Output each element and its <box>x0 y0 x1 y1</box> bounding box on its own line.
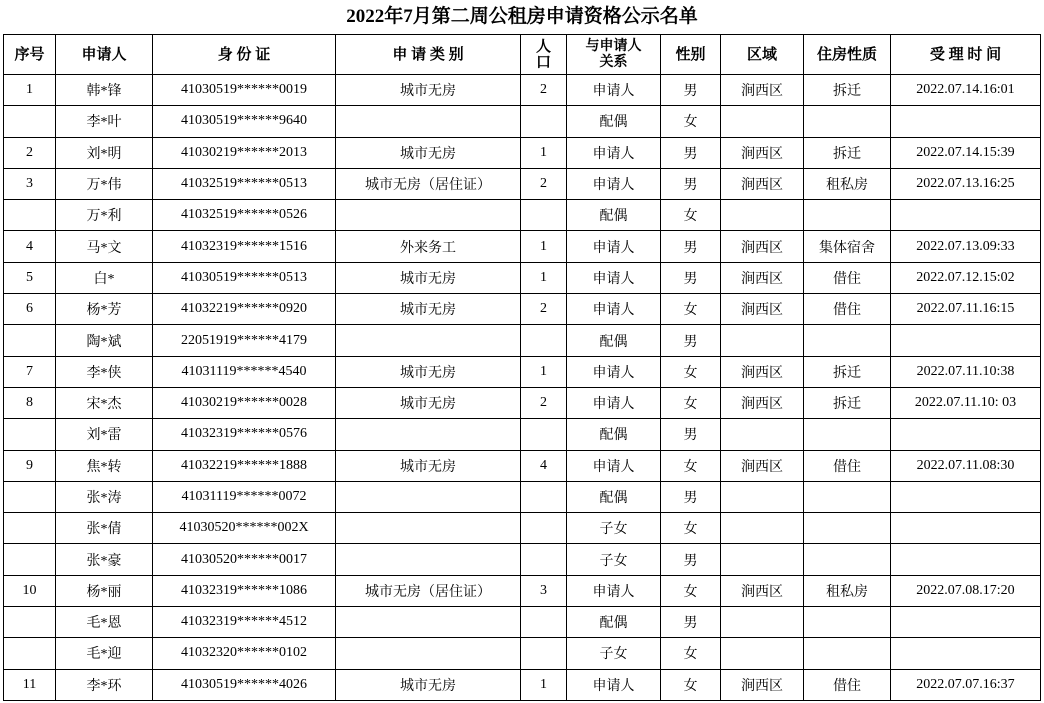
cell-serial-no <box>4 638 56 669</box>
cell-serial-no: 8 <box>4 388 56 419</box>
cell-id-number: 41031119******0072 <box>153 482 336 513</box>
cell-gender: 男 <box>661 419 721 450</box>
cell-applicant-name: 万*利 <box>56 200 153 231</box>
cell-id-number: 41032219******1888 <box>153 451 336 482</box>
cell-accepted-time <box>891 607 1041 638</box>
cell-household-size: 4 <box>521 451 567 482</box>
cell-relation-to-applicant: 子女 <box>567 638 661 669</box>
cell-applicant-name: 毛*恩 <box>56 607 153 638</box>
cell-household-size: 1 <box>521 357 567 388</box>
cell-relation-to-applicant: 子女 <box>567 513 661 544</box>
cell-gender: 女 <box>661 451 721 482</box>
cell-district <box>721 325 804 356</box>
cell-housing-type <box>804 482 891 513</box>
cell-applicant-name: 焦*转 <box>56 451 153 482</box>
cell-relation-to-applicant: 申请人 <box>567 138 661 169</box>
cell-application-category: 城市无房 <box>336 138 521 169</box>
cell-application-category: 城市无房（居住证） <box>336 576 521 607</box>
cell-applicant-name: 刘*雷 <box>56 419 153 450</box>
cell-gender: 男 <box>661 544 721 575</box>
cell-id-number: 41030219******2013 <box>153 138 336 169</box>
cell-applicant-name: 杨*丽 <box>56 576 153 607</box>
cell-accepted-time: 2022.07.07.16:37 <box>891 670 1041 701</box>
cell-housing-type: 借住 <box>804 670 891 701</box>
cell-relation-to-applicant: 申请人 <box>567 231 661 262</box>
cell-household-size: 1 <box>521 231 567 262</box>
cell-application-category <box>336 513 521 544</box>
cell-id-number: 41032319******1516 <box>153 231 336 262</box>
cell-application-category: 城市无房 <box>336 263 521 294</box>
cell-housing-type <box>804 106 891 137</box>
cell-relation-to-applicant: 配偶 <box>567 607 661 638</box>
cell-household-size <box>521 325 567 356</box>
cell-housing-type: 拆迁 <box>804 388 891 419</box>
cell-relation-to-applicant: 配偶 <box>567 482 661 513</box>
cell-household-size <box>521 419 567 450</box>
cell-district: 涧西区 <box>721 294 804 325</box>
cell-id-number: 41030519******9640 <box>153 106 336 137</box>
cell-accepted-time <box>891 513 1041 544</box>
cell-application-category: 城市无房 <box>336 451 521 482</box>
cell-relation-to-applicant: 申请人 <box>567 357 661 388</box>
cell-district <box>721 106 804 137</box>
cell-district <box>721 482 804 513</box>
cell-applicant-name: 张*涛 <box>56 482 153 513</box>
header-gender: 性别 <box>661 35 721 75</box>
cell-serial-no: 7 <box>4 357 56 388</box>
cell-id-number: 41030219******0028 <box>153 388 336 419</box>
cell-gender: 女 <box>661 576 721 607</box>
cell-application-category <box>336 638 521 669</box>
cell-id-number: 41032219******0920 <box>153 294 336 325</box>
cell-district: 涧西区 <box>721 357 804 388</box>
cell-application-category: 城市无房（居住证） <box>336 169 521 200</box>
cell-gender: 女 <box>661 513 721 544</box>
header-id-number: 身 份 证 <box>153 35 336 75</box>
header-application-category: 申 请 类 别 <box>336 35 521 75</box>
cell-serial-no <box>4 607 56 638</box>
cell-district: 涧西区 <box>721 576 804 607</box>
cell-household-size <box>521 482 567 513</box>
cell-serial-no <box>4 325 56 356</box>
cell-relation-to-applicant: 申请人 <box>567 451 661 482</box>
cell-district: 涧西区 <box>721 388 804 419</box>
cell-district: 涧西区 <box>721 75 804 106</box>
cell-application-category: 城市无房 <box>336 75 521 106</box>
cell-household-size: 3 <box>521 576 567 607</box>
cell-housing-type: 借住 <box>804 451 891 482</box>
cell-household-size: 1 <box>521 138 567 169</box>
cell-id-number: 41030519******0513 <box>153 263 336 294</box>
cell-household-size <box>521 544 567 575</box>
cell-relation-to-applicant: 申请人 <box>567 670 661 701</box>
cell-housing-type: 借住 <box>804 294 891 325</box>
cell-applicant-name: 张*豪 <box>56 544 153 575</box>
cell-application-category: 城市无房 <box>336 670 521 701</box>
cell-gender: 男 <box>661 607 721 638</box>
cell-household-size: 1 <box>521 670 567 701</box>
cell-serial-no: 11 <box>4 670 56 701</box>
cell-application-category <box>336 106 521 137</box>
cell-id-number: 41030520******002X <box>153 513 336 544</box>
cell-gender: 男 <box>661 325 721 356</box>
cell-gender: 男 <box>661 263 721 294</box>
cell-housing-type: 拆迁 <box>804 138 891 169</box>
cell-housing-type <box>804 513 891 544</box>
cell-applicant-name: 李*环 <box>56 670 153 701</box>
cell-application-category <box>336 200 521 231</box>
cell-relation-to-applicant: 申请人 <box>567 294 661 325</box>
cell-household-size <box>521 513 567 544</box>
cell-household-size <box>521 638 567 669</box>
cell-district <box>721 200 804 231</box>
cell-id-number: 41030519******0019 <box>153 75 336 106</box>
cell-serial-no: 5 <box>4 263 56 294</box>
cell-district <box>721 638 804 669</box>
cell-gender: 女 <box>661 670 721 701</box>
cell-applicant-name: 李*侠 <box>56 357 153 388</box>
cell-district: 涧西区 <box>721 670 804 701</box>
cell-id-number: 41031119******4540 <box>153 357 336 388</box>
header-housing-type: 住房性质 <box>804 35 891 75</box>
header-household-size: 人 口 <box>521 35 567 75</box>
cell-gender: 女 <box>661 106 721 137</box>
cell-housing-type <box>804 544 891 575</box>
cell-serial-no <box>4 482 56 513</box>
cell-district <box>721 419 804 450</box>
cell-housing-type: 租私房 <box>804 169 891 200</box>
header-accepted-time: 受 理 时 间 <box>891 35 1041 75</box>
cell-serial-no: 10 <box>4 576 56 607</box>
cell-accepted-time <box>891 544 1041 575</box>
cell-household-size: 2 <box>521 75 567 106</box>
cell-gender: 男 <box>661 138 721 169</box>
cell-id-number: 41032320******0102 <box>153 638 336 669</box>
cell-accepted-time: 2022.07.14.16:01 <box>891 75 1041 106</box>
cell-serial-no: 4 <box>4 231 56 262</box>
cell-relation-to-applicant: 配偶 <box>567 106 661 137</box>
cell-applicant-name: 韩*锋 <box>56 75 153 106</box>
cell-district <box>721 513 804 544</box>
cell-accepted-time: 2022.07.08.17:20 <box>891 576 1041 607</box>
cell-district <box>721 544 804 575</box>
cell-applicant-name: 马*文 <box>56 231 153 262</box>
cell-household-size <box>521 607 567 638</box>
cell-housing-type <box>804 325 891 356</box>
cell-relation-to-applicant: 配偶 <box>567 325 661 356</box>
cell-gender: 男 <box>661 169 721 200</box>
cell-household-size: 2 <box>521 294 567 325</box>
cell-applicant-name: 毛*迎 <box>56 638 153 669</box>
cell-applicant-name: 万*伟 <box>56 169 153 200</box>
cell-id-number: 41032519******0513 <box>153 169 336 200</box>
cell-id-number: 41032319******1086 <box>153 576 336 607</box>
cell-gender: 女 <box>661 200 721 231</box>
cell-id-number: 22051919******4179 <box>153 325 336 356</box>
cell-district: 涧西区 <box>721 263 804 294</box>
cell-gender: 女 <box>661 638 721 669</box>
cell-application-category <box>336 325 521 356</box>
cell-accepted-time: 2022.07.11.16:15 <box>891 294 1041 325</box>
cell-gender: 女 <box>661 388 721 419</box>
cell-relation-to-applicant: 申请人 <box>567 576 661 607</box>
cell-applicant-name: 张*倩 <box>56 513 153 544</box>
header-serial-no: 序号 <box>4 35 56 75</box>
header-relation-to-applicant: 与申请人 关系 <box>567 35 661 75</box>
cell-serial-no <box>4 106 56 137</box>
cell-household-size: 2 <box>521 388 567 419</box>
cell-accepted-time <box>891 419 1041 450</box>
cell-relation-to-applicant: 申请人 <box>567 75 661 106</box>
cell-housing-type <box>804 607 891 638</box>
cell-district <box>721 607 804 638</box>
cell-household-size: 1 <box>521 263 567 294</box>
cell-household-size <box>521 106 567 137</box>
cell-household-size: 2 <box>521 169 567 200</box>
cell-accepted-time: 2022.07.11.10: 03 <box>891 388 1041 419</box>
cell-applicant-name: 宋*杰 <box>56 388 153 419</box>
cell-housing-type: 集体宿舍 <box>804 231 891 262</box>
cell-accepted-time <box>891 106 1041 137</box>
cell-accepted-time: 2022.07.11.08:30 <box>891 451 1041 482</box>
cell-accepted-time <box>891 638 1041 669</box>
cell-serial-no: 9 <box>4 451 56 482</box>
cell-district: 涧西区 <box>721 231 804 262</box>
cell-application-category <box>336 482 521 513</box>
cell-id-number: 41030519******4026 <box>153 670 336 701</box>
cell-household-size <box>521 200 567 231</box>
cell-accepted-time: 2022.07.13.16:25 <box>891 169 1041 200</box>
cell-application-category <box>336 544 521 575</box>
cell-applicant-name: 陶*斌 <box>56 325 153 356</box>
header-district: 区域 <box>721 35 804 75</box>
cell-housing-type <box>804 419 891 450</box>
cell-gender: 男 <box>661 231 721 262</box>
cell-id-number: 41032319******0576 <box>153 419 336 450</box>
cell-accepted-time <box>891 482 1041 513</box>
cell-relation-to-applicant: 子女 <box>567 544 661 575</box>
cell-serial-no <box>4 544 56 575</box>
cell-application-category: 城市无房 <box>336 357 521 388</box>
cell-gender: 男 <box>661 75 721 106</box>
cell-accepted-time <box>891 200 1041 231</box>
cell-district: 涧西区 <box>721 451 804 482</box>
cell-accepted-time: 2022.07.13.09:33 <box>891 231 1041 262</box>
cell-housing-type: 拆迁 <box>804 357 891 388</box>
cell-gender: 男 <box>661 482 721 513</box>
cell-applicant-name: 杨*芳 <box>56 294 153 325</box>
cell-housing-type <box>804 638 891 669</box>
cell-relation-to-applicant: 申请人 <box>567 388 661 419</box>
cell-applicant-name: 白* <box>56 263 153 294</box>
document-title: 2022年7月第二周公租房申请资格公示名单 <box>346 6 698 27</box>
cell-accepted-time <box>891 325 1041 356</box>
cell-application-category: 城市无房 <box>336 294 521 325</box>
cell-id-number: 41032519******0526 <box>153 200 336 231</box>
cell-accepted-time: 2022.07.11.10:38 <box>891 357 1041 388</box>
header-applicant-name: 申请人 <box>56 35 153 75</box>
applicant-table <box>3 34 1041 701</box>
cell-application-category <box>336 607 521 638</box>
cell-serial-no <box>4 513 56 544</box>
cell-gender: 女 <box>661 357 721 388</box>
cell-relation-to-applicant: 配偶 <box>567 419 661 450</box>
cell-relation-to-applicant: 申请人 <box>567 169 661 200</box>
cell-accepted-time: 2022.07.14.15:39 <box>891 138 1041 169</box>
cell-housing-type: 租私房 <box>804 576 891 607</box>
cell-applicant-name: 刘*明 <box>56 138 153 169</box>
cell-housing-type: 拆迁 <box>804 75 891 106</box>
cell-serial-no: 2 <box>4 138 56 169</box>
cell-relation-to-applicant: 申请人 <box>567 263 661 294</box>
cell-housing-type <box>804 200 891 231</box>
cell-applicant-name: 李*叶 <box>56 106 153 137</box>
cell-district: 涧西区 <box>721 138 804 169</box>
cell-application-category: 外来务工 <box>336 231 521 262</box>
cell-id-number: 41030520******0017 <box>153 544 336 575</box>
cell-serial-no <box>4 200 56 231</box>
cell-gender: 女 <box>661 294 721 325</box>
cell-serial-no: 1 <box>4 75 56 106</box>
cell-application-category: 城市无房 <box>336 388 521 419</box>
cell-serial-no: 3 <box>4 169 56 200</box>
cell-id-number: 41032319******4512 <box>153 607 336 638</box>
cell-serial-no <box>4 419 56 450</box>
cell-district: 涧西区 <box>721 169 804 200</box>
cell-application-category <box>336 419 521 450</box>
cell-relation-to-applicant: 配偶 <box>567 200 661 231</box>
cell-accepted-time: 2022.07.12.15:02 <box>891 263 1041 294</box>
cell-housing-type: 借住 <box>804 263 891 294</box>
cell-serial-no: 6 <box>4 294 56 325</box>
